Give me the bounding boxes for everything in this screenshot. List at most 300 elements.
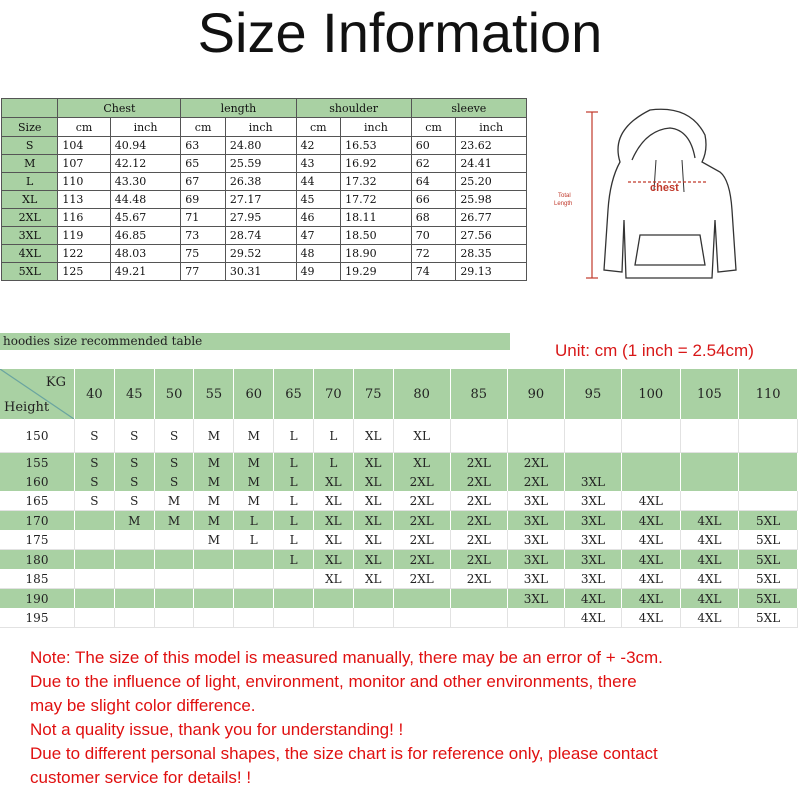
size-cell <box>393 589 450 609</box>
size-table-value-cell: 64 <box>411 173 456 191</box>
size-table-value-cell: 16.92 <box>341 155 412 173</box>
size-table-value-cell: 49.21 <box>110 263 181 281</box>
size-cell: S <box>75 419 115 453</box>
size-cell: S <box>75 472 115 491</box>
size-table-value-cell: 25.20 <box>456 173 527 191</box>
size-cell: M <box>194 511 234 531</box>
size-cell: 4XL <box>680 530 739 550</box>
size-table-group-header: shoulder <box>296 99 411 118</box>
size-cell <box>507 419 564 453</box>
size-table-value-cell: 28.35 <box>456 245 527 263</box>
size-cell: XL <box>353 453 393 473</box>
size-cell <box>234 550 274 570</box>
size-cell <box>680 491 739 511</box>
height-cell: 160 <box>0 472 75 491</box>
size-cell: 3XL <box>507 530 564 550</box>
size-cell <box>739 453 798 473</box>
weight-header: 90 <box>507 369 564 419</box>
recommend-corner-cell <box>0 369 75 419</box>
size-cell: 3XL <box>507 491 564 511</box>
size-cell <box>739 419 798 453</box>
height-cell: 150 <box>0 419 75 453</box>
size-cell <box>154 550 194 570</box>
size-cell: 4XL <box>564 608 621 628</box>
size-table-value-cell: 63 <box>181 137 226 155</box>
size-table-size-cell: 5XL <box>2 263 58 281</box>
size-table-value-cell: 42.12 <box>110 155 181 173</box>
size-cell: 3XL <box>564 569 621 589</box>
weight-header: 40 <box>75 369 115 419</box>
size-table-value-cell: 23.62 <box>456 137 527 155</box>
size-table-value-cell: 44 <box>296 173 341 191</box>
size-cell: 2XL <box>450 511 507 531</box>
size-table-value-cell: 65 <box>181 155 226 173</box>
size-cell <box>274 589 314 609</box>
unit-note: Unit: cm (1 inch = 2.54cm) <box>555 341 754 360</box>
size-cell: M <box>234 453 274 473</box>
size-cell: 2XL <box>393 511 450 531</box>
size-cell <box>194 550 234 570</box>
size-table-value-cell: 24.80 <box>225 137 296 155</box>
size-cell: L <box>274 419 314 453</box>
size-cell <box>75 530 115 550</box>
size-cell: 4XL <box>680 550 739 570</box>
size-table-value-cell: 25.59 <box>225 155 296 173</box>
size-table-value-cell: 49 <box>296 263 341 281</box>
size-cell <box>622 419 681 453</box>
size-cell <box>313 589 353 609</box>
size-cell: M <box>234 419 274 453</box>
size-cell: XL <box>353 419 393 453</box>
size-cell: L <box>274 530 314 550</box>
size-cell: 2XL <box>450 491 507 511</box>
recommend-row <box>0 530 798 550</box>
note-line: Due to the influence of light, environment, monitor and other environments, there <box>30 672 637 691</box>
size-table-value-cell: 60 <box>411 137 456 155</box>
recommend-caption: hoodies size recommended table <box>0 333 510 350</box>
size-table-value-cell: 44.48 <box>110 191 181 209</box>
size-table-row <box>2 263 527 281</box>
size-table-value-cell: 116 <box>58 209 110 227</box>
size-table-value-cell: 48.03 <box>110 245 181 263</box>
size-table-unit-header: inch <box>110 118 181 137</box>
size-table-row <box>2 191 527 209</box>
size-table-value-cell: 104 <box>58 137 110 155</box>
height-cell: 180 <box>0 550 75 570</box>
size-table-value-cell: 42 <box>296 137 341 155</box>
size-cell <box>114 589 154 609</box>
size-table-row <box>2 227 527 245</box>
size-cell: L <box>274 491 314 511</box>
size-table-value-cell: 46.85 <box>110 227 181 245</box>
size-cell: 2XL <box>450 453 507 473</box>
size-table-value-cell: 107 <box>58 155 110 173</box>
size-table-row <box>2 173 527 191</box>
height-cell: 170 <box>0 511 75 531</box>
size-cell: M <box>194 491 234 511</box>
size-table-value-cell: 47 <box>296 227 341 245</box>
size-cell: M <box>154 511 194 531</box>
size-cell <box>274 608 314 628</box>
size-table-value-cell: 71 <box>181 209 226 227</box>
size-cell: M <box>194 419 234 453</box>
weight-header: 45 <box>114 369 154 419</box>
size-cell: L <box>234 511 274 531</box>
size-cell: 4XL <box>680 569 739 589</box>
size-table-row <box>2 209 527 227</box>
recommend-row <box>0 419 798 453</box>
size-cell: XL <box>353 491 393 511</box>
length-label-1: Total <box>558 193 571 199</box>
size-table-size-cell: M <box>2 155 58 173</box>
size-table-value-cell: 119 <box>58 227 110 245</box>
size-cell: L <box>313 453 353 473</box>
size-table-value-cell: 40.94 <box>110 137 181 155</box>
size-table-size-cell: 2XL <box>2 209 58 227</box>
size-cell: XL <box>313 472 353 491</box>
size-table-size-cell: XL <box>2 191 58 209</box>
size-table-size-cell: S <box>2 137 58 155</box>
size-cell: 2XL <box>393 569 450 589</box>
weight-header: 105 <box>680 369 739 419</box>
size-cell: L <box>313 419 353 453</box>
recommend-row <box>0 589 798 609</box>
size-table-unit-header: cm <box>58 118 110 137</box>
size-table-size-cell: 3XL <box>2 227 58 245</box>
size-table-value-cell: 29.13 <box>456 263 527 281</box>
weight-header: 60 <box>234 369 274 419</box>
size-cell: 3XL <box>507 550 564 570</box>
size-cell <box>114 550 154 570</box>
size-table-value-cell: 45.67 <box>110 209 181 227</box>
size-cell: 4XL <box>622 511 681 531</box>
note-line: customer service for details! ! <box>30 768 252 787</box>
size-cell <box>154 530 194 550</box>
size-cell <box>114 608 154 628</box>
size-cell: L <box>274 511 314 531</box>
size-table-group-header: length <box>181 99 296 118</box>
size-table-value-cell: 66 <box>411 191 456 209</box>
size-cell: 3XL <box>564 550 621 570</box>
size-cell <box>450 589 507 609</box>
size-cell: 3XL <box>507 589 564 609</box>
size-table-value-cell: 45 <box>296 191 341 209</box>
size-cell <box>313 608 353 628</box>
size-cell <box>234 608 274 628</box>
size-table-value-cell: 75 <box>181 245 226 263</box>
size-cell <box>680 453 739 473</box>
size-cell: L <box>274 453 314 473</box>
size-table-value-cell: 29.52 <box>225 245 296 263</box>
size-cell: 4XL <box>680 589 739 609</box>
size-cell: 2XL <box>393 550 450 570</box>
size-cell: S <box>75 491 115 511</box>
size-cell: 4XL <box>622 569 681 589</box>
size-cell: 3XL <box>564 530 621 550</box>
size-cell <box>564 453 621 473</box>
size-cell: S <box>75 453 115 473</box>
size-cell <box>75 589 115 609</box>
size-cell: XL <box>393 419 450 453</box>
weight-header: 50 <box>154 369 194 419</box>
size-cell: 4XL <box>564 589 621 609</box>
size-cell <box>450 419 507 453</box>
size-cell <box>680 472 739 491</box>
height-cell: 185 <box>0 569 75 589</box>
size-table-value-cell: 68 <box>411 209 456 227</box>
size-cell: S <box>114 491 154 511</box>
size-table-value-cell: 24.41 <box>456 155 527 173</box>
size-cell: 3XL <box>507 511 564 531</box>
note-line: Not a quality issue, thank you for understanding! ! <box>30 720 404 739</box>
weight-header: 80 <box>393 369 450 419</box>
size-cell: 4XL <box>622 530 681 550</box>
weight-header: 75 <box>353 369 393 419</box>
weight-header: 95 <box>564 369 621 419</box>
size-cell <box>75 511 115 531</box>
size-cell: XL <box>353 511 393 531</box>
size-table-unit-header-row <box>2 118 527 137</box>
size-table-value-cell: 25.98 <box>456 191 527 209</box>
size-cell <box>114 530 154 550</box>
recommend-row <box>0 491 798 511</box>
size-cell: 2XL <box>450 569 507 589</box>
size-cell <box>194 569 234 589</box>
size-cell <box>739 472 798 491</box>
size-cell <box>154 569 194 589</box>
size-cell <box>75 550 115 570</box>
recommend-row <box>0 453 798 473</box>
size-cell <box>353 608 393 628</box>
size-cell: M <box>194 453 234 473</box>
height-cell: 190 <box>0 589 75 609</box>
length-label-2: Length <box>554 201 573 207</box>
size-cell: S <box>114 472 154 491</box>
recommend-row <box>0 569 798 589</box>
size-table-value-cell: 74 <box>411 263 456 281</box>
size-table-group-header-row <box>2 99 527 118</box>
hoodie-illustration <box>550 100 770 290</box>
size-table-value-cell: 73 <box>181 227 226 245</box>
kg-label: KG <box>45 375 66 390</box>
size-table-value-cell: 48 <box>296 245 341 263</box>
size-cell: XL <box>353 569 393 589</box>
size-cell <box>622 453 681 473</box>
size-table-value-cell: 17.32 <box>341 173 412 191</box>
size-table-value-cell: 125 <box>58 263 110 281</box>
size-cell <box>234 569 274 589</box>
size-table-value-cell: 69 <box>181 191 226 209</box>
size-cell: 2XL <box>393 530 450 550</box>
weight-header: 100 <box>622 369 681 419</box>
size-cell: M <box>154 491 194 511</box>
size-table-row <box>2 137 527 155</box>
size-table-value-cell: 18.90 <box>341 245 412 263</box>
weight-header: 55 <box>194 369 234 419</box>
recommend-row <box>0 511 798 531</box>
weight-header: 110 <box>739 369 798 419</box>
weight-header: 85 <box>450 369 507 419</box>
size-cell: 2XL <box>450 530 507 550</box>
size-table-value-cell: 62 <box>411 155 456 173</box>
size-cell <box>154 608 194 628</box>
size-cell <box>194 589 234 609</box>
size-cell: S <box>154 472 194 491</box>
size-table-unit-header: inch <box>456 118 527 137</box>
size-cell: XL <box>353 530 393 550</box>
size-table-size-cell: L <box>2 173 58 191</box>
size-table-unit-header: cm <box>181 118 226 137</box>
size-table <box>1 98 527 281</box>
size-table-value-cell: 43.30 <box>110 173 181 191</box>
size-cell: 4XL <box>622 491 681 511</box>
size-cell <box>622 472 681 491</box>
size-cell: XL <box>353 550 393 570</box>
size-table-value-cell: 27.17 <box>225 191 296 209</box>
size-table-value-cell: 30.31 <box>225 263 296 281</box>
height-cell: 155 <box>0 453 75 473</box>
size-table-row <box>2 245 527 263</box>
size-cell: XL <box>313 550 353 570</box>
size-table-unit-header: cm <box>411 118 456 137</box>
size-table-value-cell: 122 <box>58 245 110 263</box>
size-cell <box>154 589 194 609</box>
recommend-header-row <box>0 369 798 419</box>
size-cell <box>234 589 274 609</box>
notes <box>30 646 790 790</box>
size-cell: 4XL <box>680 511 739 531</box>
recommend-table <box>0 369 798 628</box>
note-line: may be slight color difference. <box>30 696 256 715</box>
size-table-value-cell: 28.74 <box>225 227 296 245</box>
size-cell: S <box>154 453 194 473</box>
note-line: Note: The size of this model is measured manually, there may be an error of + -3cm. <box>30 648 663 667</box>
page-title: Size Information <box>197 1 603 64</box>
size-cell: 3XL <box>564 511 621 531</box>
size-table-value-cell: 46 <box>296 209 341 227</box>
size-cell: 5XL <box>739 569 798 589</box>
height-cell: 175 <box>0 530 75 550</box>
size-cell <box>680 419 739 453</box>
size-cell: 4XL <box>622 589 681 609</box>
size-cell: 2XL <box>507 453 564 473</box>
size-cell: 2XL <box>507 472 564 491</box>
size-table-value-cell: 113 <box>58 191 110 209</box>
size-cell: S <box>154 419 194 453</box>
size-cell <box>353 589 393 609</box>
size-cell <box>194 608 234 628</box>
size-cell: M <box>194 530 234 550</box>
size-table-value-cell: 16.53 <box>341 137 412 155</box>
size-table-value-cell: 26.77 <box>456 209 527 227</box>
size-cell <box>564 419 621 453</box>
size-cell: 3XL <box>564 472 621 491</box>
size-cell: XL <box>353 472 393 491</box>
size-table-unit-header: inch <box>341 118 412 137</box>
size-cell: XL <box>313 530 353 550</box>
size-cell: M <box>194 472 234 491</box>
recommend-row <box>0 472 798 491</box>
size-cell: 4XL <box>622 608 681 628</box>
size-table-size-cell: 4XL <box>2 245 58 263</box>
size-table-unit-header: inch <box>225 118 296 137</box>
size-table-value-cell: 70 <box>411 227 456 245</box>
size-cell <box>450 608 507 628</box>
size-cell: XL <box>313 569 353 589</box>
size-table-group-header: sleeve <box>411 99 526 118</box>
size-cell: 3XL <box>564 491 621 511</box>
recommend-row <box>0 608 798 628</box>
size-cell: S <box>114 419 154 453</box>
size-cell: L <box>274 550 314 570</box>
size-table-value-cell: 18.11 <box>341 209 412 227</box>
size-table-value-cell: 17.72 <box>341 191 412 209</box>
size-cell: L <box>234 530 274 550</box>
size-table-value-cell: 43 <box>296 155 341 173</box>
size-cell: 5XL <box>739 550 798 570</box>
size-cell: 5XL <box>739 608 798 628</box>
size-cell: M <box>234 472 274 491</box>
size-cell: 5XL <box>739 530 798 550</box>
size-cell: M <box>114 511 154 531</box>
size-table-value-cell: 18.50 <box>341 227 412 245</box>
chest-label: chest <box>650 182 679 194</box>
recommend-row <box>0 550 798 570</box>
size-table-value-cell: 27.56 <box>456 227 527 245</box>
weight-header: 65 <box>274 369 314 419</box>
size-cell: M <box>234 491 274 511</box>
size-cell <box>393 608 450 628</box>
size-table-value-cell: 72 <box>411 245 456 263</box>
size-cell: 3XL <box>507 569 564 589</box>
size-cell <box>114 569 154 589</box>
size-table-corner <box>2 99 58 118</box>
size-cell: 4XL <box>680 608 739 628</box>
size-cell: 2XL <box>450 472 507 491</box>
size-table-value-cell: 110 <box>58 173 110 191</box>
size-cell: L <box>274 472 314 491</box>
size-table-value-cell: 19.29 <box>341 263 412 281</box>
size-table-size-label: Size <box>2 118 58 137</box>
size-table-group-header: Chest <box>58 99 181 118</box>
size-cell <box>507 608 564 628</box>
size-cell: XL <box>313 511 353 531</box>
size-cell: S <box>114 453 154 473</box>
size-table-row <box>2 155 527 173</box>
size-cell: XL <box>313 491 353 511</box>
size-cell <box>75 569 115 589</box>
size-cell: XL <box>393 453 450 473</box>
height-cell: 165 <box>0 491 75 511</box>
size-table-value-cell: 27.95 <box>225 209 296 227</box>
size-cell <box>739 491 798 511</box>
size-cell: 2XL <box>393 491 450 511</box>
size-cell: 5XL <box>739 511 798 531</box>
height-label: Height <box>4 400 50 415</box>
size-cell: 2XL <box>393 472 450 491</box>
size-cell: 4XL <box>622 550 681 570</box>
size-cell <box>274 569 314 589</box>
weight-header: 70 <box>313 369 353 419</box>
size-table-value-cell: 67 <box>181 173 226 191</box>
size-table-value-cell: 26.38 <box>225 173 296 191</box>
size-table-value-cell: 77 <box>181 263 226 281</box>
size-cell: 5XL <box>739 589 798 609</box>
size-table-unit-header: cm <box>296 118 341 137</box>
note-line: Due to different personal shapes, the size chart is for reference only, please contact <box>30 744 658 763</box>
size-cell: 2XL <box>450 550 507 570</box>
height-cell: 195 <box>0 608 75 628</box>
